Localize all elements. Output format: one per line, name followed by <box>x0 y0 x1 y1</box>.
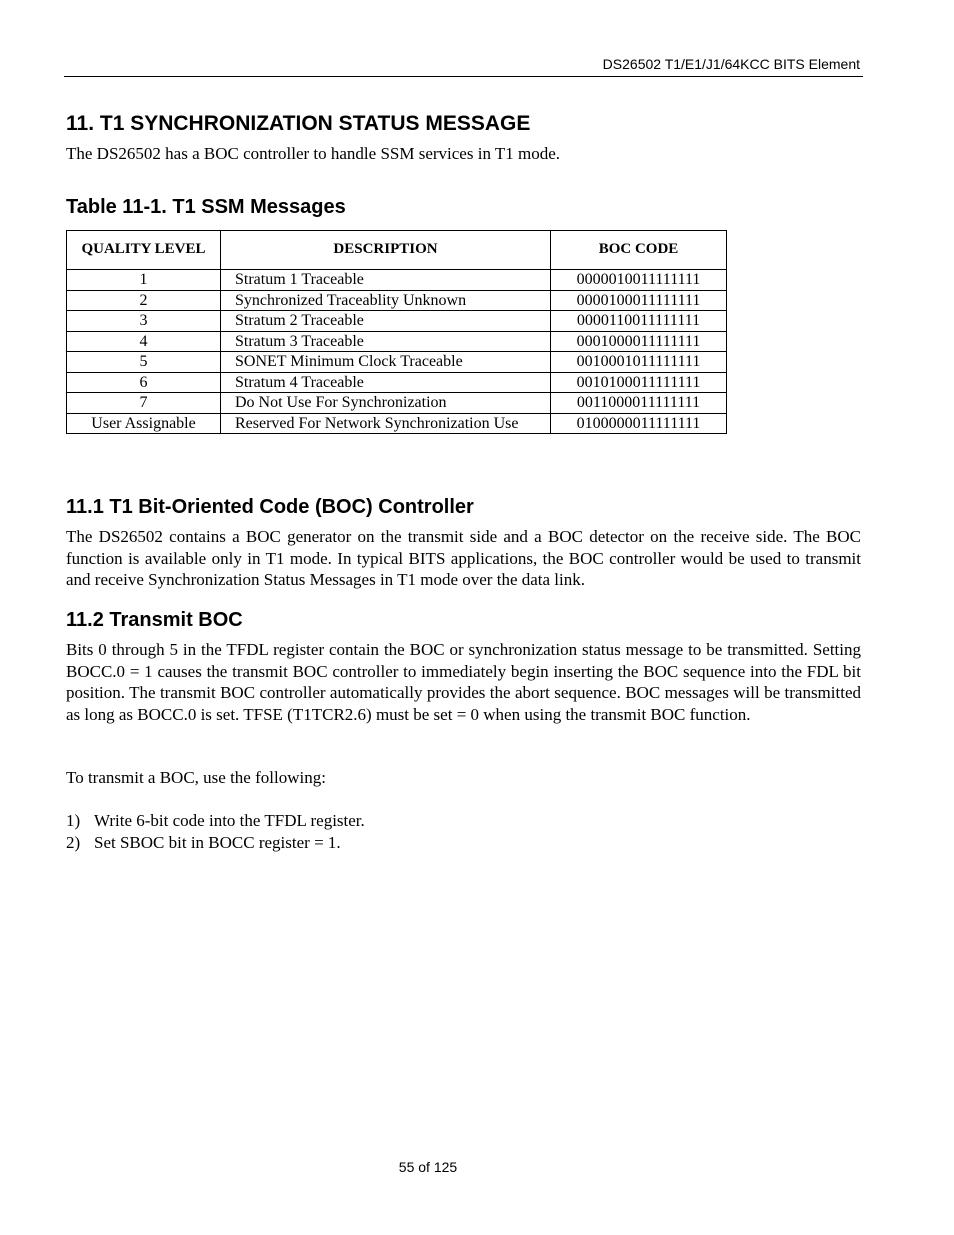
header-divider <box>64 76 863 77</box>
document-header-title: DS26502 T1/E1/J1/64KCC BITS Element <box>602 56 860 72</box>
quality-level-cell: User Assignable <box>67 413 221 434</box>
step-number: 2) <box>66 833 81 852</box>
table-caption: Table 11-1. T1 SSM Messages <box>66 196 346 218</box>
description-cell: SONET Minimum Clock Traceable <box>221 352 551 373</box>
description-cell: Stratum 2 Traceable <box>221 311 551 332</box>
table-row <box>67 372 727 393</box>
quality-level-cell: 6 <box>67 372 221 393</box>
boc-code-cell: 0000100011111111 <box>551 290 727 311</box>
boc-code-cell: 0000110011111111 <box>551 311 727 332</box>
boc-code-cell: 0010001011111111 <box>551 352 727 373</box>
section-11-heading: 11. T1 SYNCHRONIZATION STATUS MESSAGE <box>66 112 531 135</box>
table-row <box>67 290 727 311</box>
description-cell: Stratum 1 Traceable <box>221 270 551 291</box>
section-11-1-body: The DS26502 contains a BOC generator on the transmit side and a BOC detector on the receive side. The BOC function is available only in T1 mode. In typical BITS applications, the BOC controller would be used to transmit and receive Synchronization Status Messages in T1 mode over the data link. <box>66 527 861 589</box>
boc-code-cell: 0011000011111111 <box>551 393 727 414</box>
description-cell: Stratum 4 Traceable <box>221 372 551 393</box>
table-row <box>67 311 727 332</box>
quality-level-cell: 7 <box>67 393 221 414</box>
boc-code-cell: 0001000011111111 <box>551 331 727 352</box>
description-cell: Reserved For Network Synchronization Use <box>221 413 551 434</box>
ssm-messages-table <box>66 230 727 434</box>
step-text: Write 6-bit code into the TFDL register. <box>94 811 365 830</box>
section-11-2-heading: 11.2 Transmit BOC <box>66 609 243 631</box>
boc-code-cell: 0010100011111111 <box>551 372 727 393</box>
quality-level-cell: 2 <box>67 290 221 311</box>
description-cell: Do Not Use For Synchronization <box>221 393 551 414</box>
step-text: Set SBOC bit in BOCC register = 1. <box>94 833 341 852</box>
quality-level-cell: 3 <box>67 311 221 332</box>
section-11-1-heading: 11.1 T1 Bit-Oriented Code (BOC) Controller <box>66 496 474 518</box>
column-header-boc-code: BOC CODE <box>551 231 727 270</box>
quality-level-cell: 4 <box>67 331 221 352</box>
step-number: 1) <box>66 811 81 830</box>
description-cell: Synchronized Traceablity Unknown <box>221 290 551 311</box>
table-row <box>67 270 727 291</box>
quality-level-cell: 5 <box>67 352 221 373</box>
section-11-2-lead: To transmit a BOC, use the following: <box>66 768 326 787</box>
step-list-item <box>66 811 365 831</box>
table-row <box>67 393 727 414</box>
quality-level-cell: 1 <box>67 270 221 291</box>
table-row <box>67 331 727 352</box>
column-header-description: DESCRIPTION <box>221 231 551 270</box>
section-11-2-body: Bits 0 through 5 in the TFDL register contain the BOC or synchronization status message to be transmitted. Setting BOCC.0 = 1 causes the transmit BOC controller to immediately begin inserting the BOC sequence into the FDL bit position. The transmit BOC controller automatically provides the abort sequence. BOC messages will be transmitted as long as BOCC.0 is set. TFSE (T1TCR2.6) must be set = 0 when using the transmit BOC function. <box>66 640 861 724</box>
boc-code-cell: 0100000011111111 <box>551 413 727 434</box>
page-number: 55 of 125 <box>398 1159 458 1175</box>
boc-code-cell: 0000010011111111 <box>551 270 727 291</box>
description-cell: Stratum 3 Traceable <box>221 331 551 352</box>
section-11-intro: The DS26502 has a BOC controller to handle SSM services in T1 mode. <box>66 144 561 163</box>
table-row <box>67 413 727 434</box>
step-list-item <box>66 833 341 853</box>
table-row <box>67 352 727 373</box>
column-header-quality-level: QUALITY LEVEL <box>67 231 221 270</box>
table-header-row <box>67 231 727 270</box>
